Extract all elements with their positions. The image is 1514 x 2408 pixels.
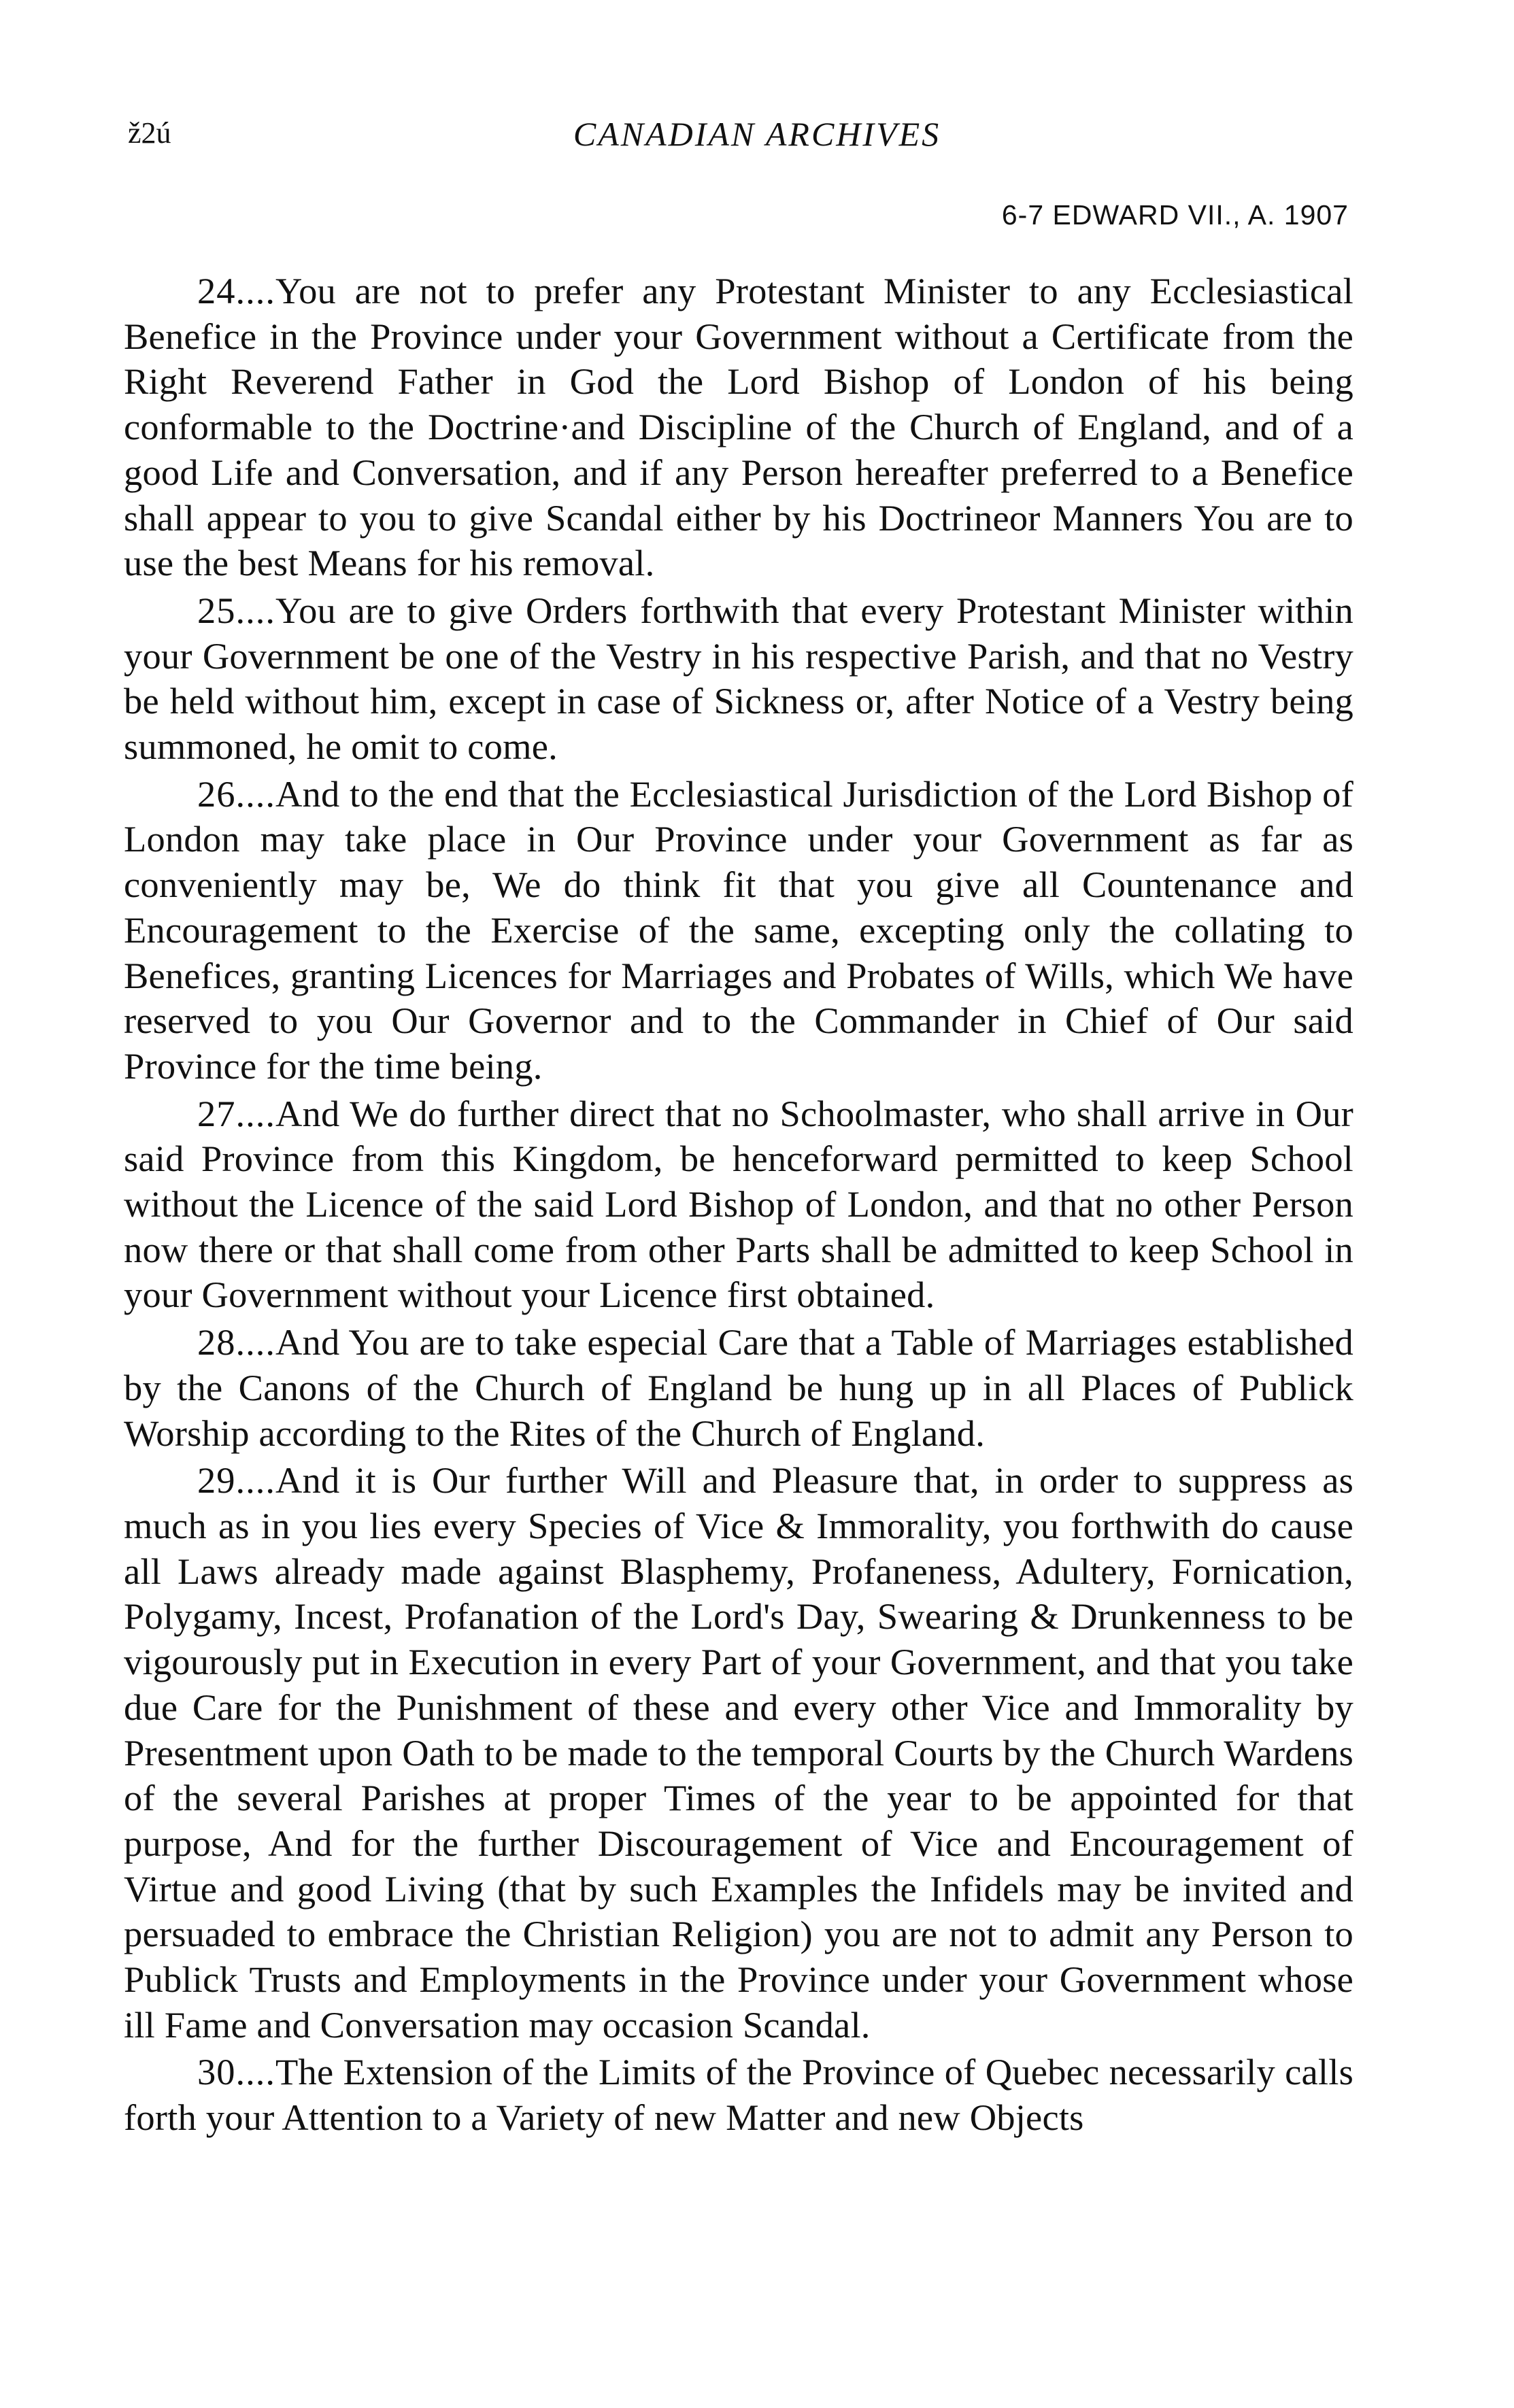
page-number: ž2ú	[128, 116, 171, 150]
paragraph-text: And You are to take especial Care that a Table of Marriages established by the Canons of the Church of England be hung up in all Places of Publick Worship according to the Rites of the Church of England.	[124, 1321, 1353, 1454]
paragraph-text: And it is Our further Will and Pleasure that, in order to suppress as much as in you lies every Species of Vice & Immorality, you forthwith do cause all Laws already made against Blasphemy, Profaneness, Adultery, Fornication, Polygamy, Incest, Profanation of the Lord's Day, Swearing & Drunkenness to be vigourously put in Execution in every Part of your Government, and that you take due Care for the Punishment of these and every other Vice and Immorality by Presentment upon Oath to be made to the temporal Courts by the Church Wardens of the several Parishes at proper Times of the year to be appointed for that purpose, And for the further Discouragement of Vice and Encouragement of Virtue and good Living (that by such Examples the Infidels may be invited and persuaded to embrace the Christian Religion) you are not to admit any Person to Publick Trusts and Employments in the Province under your Government whose ill Fame and Conversation may occasion Scandal.	[124, 1459, 1353, 2046]
paragraph-number: 25....	[197, 589, 275, 631]
paragraph-27	[124, 1091, 1353, 1319]
running-head: CANADIAN ARCHIVES	[573, 115, 941, 153]
paragraph-text: The Extension of the Limits of the Province of Quebec necessarily calls forth your Attention to a Variety of new Matter and new Objects	[124, 2051, 1353, 2139]
paragraph-text: You are to give Orders forthwith that every Protestant Minister within your Government be one of the Vestry in his respective Parish, and that no Vestry be held without him, except in case of Sickness or, after Notice of a Vestry being summoned, he omit to come.	[124, 589, 1353, 768]
paragraph-number: 27....	[197, 1092, 275, 1134]
paragraph-text: And to the end that the Ecclesiastical Jurisdiction of the Lord Bishop of London may take place in Our Province under your Government as far as conveniently may be, We do think fit that you give all Countenance and Encouragement to the Exercise of the same, excepting only the collating to Benefices, granting Licences for Marriages and Probates of Wills, which We have reserved to you Our Governor and to the Commander in Chief of Our said Province for the time being.	[124, 773, 1353, 1087]
paragraph-29	[124, 1458, 1353, 2048]
paragraph-number: 30....	[197, 2051, 275, 2093]
paragraph-25	[124, 588, 1353, 770]
paragraph-24	[124, 269, 1353, 586]
paragraph-text: And We do further direct that no Schoolmaster, who shall arrive in Our said Province from this Kingdom, be henceforward permitted to keep School without the Licence of the said Lord Bishop of London, and that no other Person now there or that shall come from other Parts shall be admitted to keep School in your Government without your Licence first obtained.	[124, 1092, 1353, 1316]
paragraph-26	[124, 772, 1353, 1089]
paragraph-30	[124, 2050, 1353, 2140]
paragraph-28	[124, 1320, 1353, 1456]
paragraph-number: 28....	[197, 1321, 275, 1363]
body-text	[124, 269, 1353, 2143]
paragraph-number: 24....	[197, 270, 275, 311]
paragraph-number: 29....	[197, 1459, 275, 1502]
paragraph-number: 26....	[197, 773, 275, 815]
paragraph-text: You are not to prefer any Protestant Minister to any Ecclesiastical Benefice in the Province under your Government without a Certificate from the Right Reverend Father in God the Lord Bishop of London of his being conformable to the Doctrine·and Discipline of the Church of England, and of a good Life and Conversation, and if any Person hereafter preferred to a Benefice shall appear to you to give Scandal either by his Doctrineor Manners You are to use the best Means for his removal.	[124, 270, 1353, 584]
session-label: 6-7 EDWARD VII., A. 1907	[1001, 199, 1349, 231]
